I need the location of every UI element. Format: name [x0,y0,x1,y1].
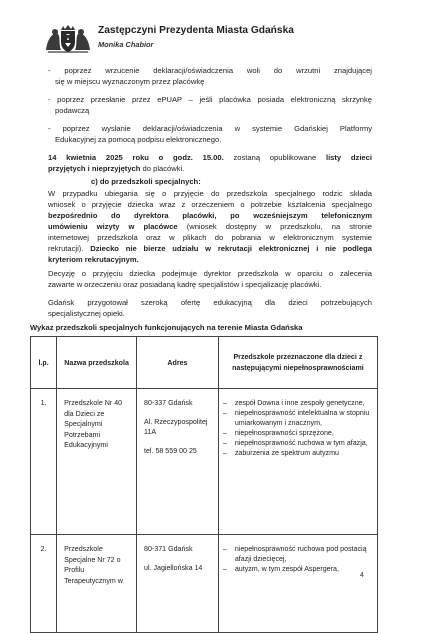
paragraph-special-preschool: W przypadku ubiegania się o przyjęcie do przedszkola specjalnego rodzic składa wniosek o przyjęcie dziecka wraz z orzeczeniem o potrzebie kształcenia specjalnego bezpośrednio do dyrektora placówki, po wcześniejszym telefonicznym umówieniu wizyty w placówce (wniosek dostępny w przedszkolu, na stronie internetowej przedszkola oraz w plikach do pobrania w elektronicznym systemie rekrutacji). Dziecko nie bierze udziału w rekrutacji elektronicznej i nie podlega kryteriom rekrutacyjnym. [48,189,373,264]
header-address: Adres [137,337,219,389]
gdansk-crest-icon [44,24,92,54]
page-header [44,22,384,56]
text-line: podawczą [55,106,90,115]
list-item: – niepełnosprawności sprzężone, [223,428,373,438]
text-line: - poprzez przesłanie przez ePUAP – jeśli placówka posiada elektroniczną skrzynkę [48,95,372,104]
paragraph-epuap [48,94,372,116]
table-caption: Wykaz przedszkoli specjalnych funkcjonujących na terenie Miasta Gdańska [30,323,303,332]
list-item: – niepełnosprawność intelektualna w stopniu umiarkowanym i znacznym, [223,408,373,428]
list-item: – zaburzenia ze spektrum autyzmu [223,448,373,458]
paragraph-offer: Gdańsk przygotował szeroką ofertę edukacyjną dla dzieci potrzebujących specjalistycznej opieki. [48,298,372,318]
header-name: Nazwa przedszkola [57,337,137,389]
section-subheading: c) do przedszkoli specjalnych: [91,177,201,186]
header-lp: l.p. [31,337,57,389]
results-date: 14 kwietnia 2025 roku o godz. 15.00. [48,153,224,162]
table-row [31,535,378,633]
text-line: - poprzez wysłanie deklaracji/oświadczenia w systemie Gdańskiej Platformy [48,124,372,133]
preschool-address: 80-371 Gdańsk ul. Jagiellońska 14 [144,545,203,572]
header-purpose: Przedszkole przeznaczone dla dzieci z następującymi niepełnosprawnościami [218,337,377,389]
preschool-address: 80-337 Gdańsk Al. Rzeczypospolitej 11A tel. 58 559 00 25 [144,399,208,455]
preschool-name: Przedszkole Specjalne Nr 72 o Profilu Terapeutycznym w [64,545,123,585]
text-line: Edukacyjnej za pomocą podpisu elektronicznego. [55,135,222,144]
row-number: 2. [40,545,47,553]
disability-list [219,389,377,458]
list-item: – autyzm, w tym zespół Aspergera, [223,564,373,574]
list-item: – zespół Downa i inne zespoły genetyczne, [223,398,373,408]
table-row [31,389,378,535]
header-subtitle: Monika Chabior [98,40,154,49]
header-title: Zastępczyni Prezydenta Miasta Gdańska [98,25,294,36]
paragraph-decision: Decyzję o przyjęciu dziecka podejmuje dyrektor przedszkola w oparciu o zalecenia zawarte w orzeczeniu oraz posiadaną kadrę specjalistów i specjalizację placówki. [48,269,372,289]
list-item: – niepełnosprawność ruchowa pod postacią afazji dziecięcej, [223,544,373,564]
table-header-row [31,337,378,389]
row-number: 1. [40,399,47,407]
paragraph-drop-box [48,65,372,87]
text-line: się w miejscu wyznaczonym przez placówkę [55,77,205,86]
page-number: 4 [360,572,364,579]
text-line: - poprzez wrzucenie deklaracji/oświadczenia woli do wrzutni znajdującej [48,66,372,75]
paragraph-results-date: 14 kwietnia 2025 roku o godz. 15.00. zostaną opublikowane listy dzieci przyjętych i nieprzyjętych do placówki. [48,153,372,173]
list-item: – niepełnosprawność ruchowa w tym afazja, [223,438,373,448]
special-preschools-table [30,336,378,633]
disability-list [219,535,377,574]
paragraph-platform [48,123,372,145]
preschool-name: Przedszkole Nr 40 dla Dzieci ze Specjalnymi Potrzebami Edukacyjnymi [64,399,123,449]
